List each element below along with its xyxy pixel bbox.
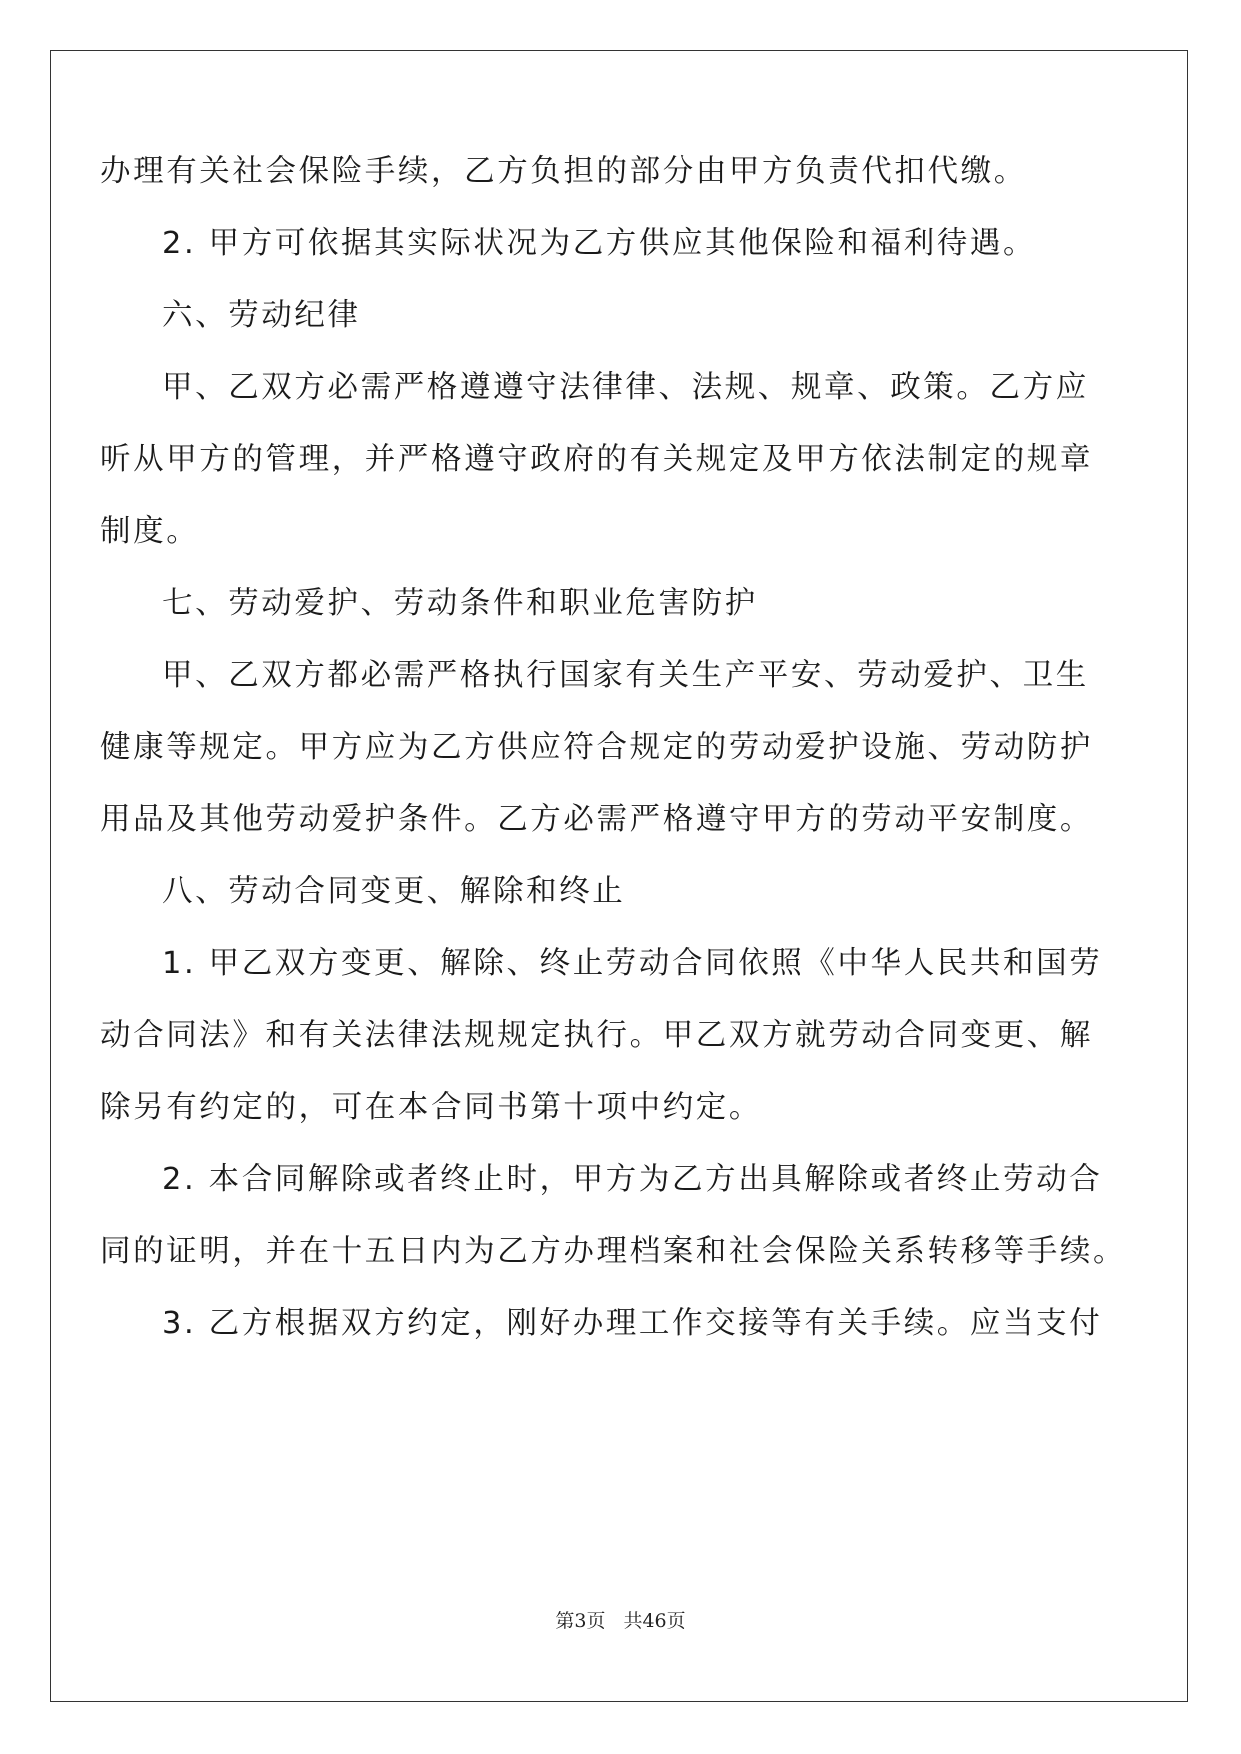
paragraph-line: 同的证明，并在十五日内为乙方办理档案和社会保险关系转移等手续。 bbox=[100, 1234, 1127, 1269]
paragraph-line: 甲、乙双方都必需严格执行国家有关生产平安、劳动爱护、卫生 bbox=[162, 658, 1089, 693]
paragraph-line: 动合同法》和有关法律法规规定执行。甲乙双方就劳动合同变更、解 bbox=[100, 1018, 1093, 1053]
paragraph-line: 健康等规定。甲方应为乙方供应符合规定的劳动爱护设施、劳动防护 bbox=[100, 730, 1093, 765]
paragraph-line: 2. 甲方可依据其实际状况为乙方供应其他保险和福利待遇。 bbox=[162, 226, 1037, 261]
page-footer bbox=[0, 1606, 1241, 1633]
paragraph-line: 1. 甲乙双方变更、解除、终止劳动合同依照《中华人民共和国劳 bbox=[162, 946, 1103, 981]
page-number: 第3页 bbox=[555, 1610, 606, 1632]
paragraph-line: 制度。 bbox=[100, 514, 200, 549]
paragraph-line: 用品及其他劳动爱护条件。乙方必需严格遵守甲方的劳动平安制度。 bbox=[100, 802, 1093, 837]
section-heading: 六、劳动纪律 bbox=[162, 298, 361, 333]
paragraph-line: 甲、乙双方必需严格遵遵守法律律、法规、规章、政策。乙方应 bbox=[162, 370, 1089, 405]
paragraph-line: 除另有约定的，可在本合同书第十项中约定。 bbox=[100, 1090, 762, 1125]
paragraph-line: 3. 乙方根据双方约定，刚好办理工作交接等有关手续。应当支付 bbox=[162, 1306, 1103, 1341]
paragraph-line: 2. 本合同解除或者终止时，甲方为乙方出具解除或者终止劳动合 bbox=[162, 1162, 1103, 1197]
section-heading: 八、劳动合同变更、解除和终止 bbox=[162, 874, 626, 909]
paragraph-line: 听从甲方的管理，并严格遵守政府的有关规定及甲方依法制定的规章 bbox=[100, 442, 1093, 477]
page-total: 共46页 bbox=[623, 1610, 686, 1632]
section-heading: 七、劳动爱护、劳动条件和职业危害防护 bbox=[162, 586, 758, 621]
paragraph-line: 办理有关社会保险手续，乙方负担的部分由甲方负责代扣代缴。 bbox=[100, 154, 1027, 189]
